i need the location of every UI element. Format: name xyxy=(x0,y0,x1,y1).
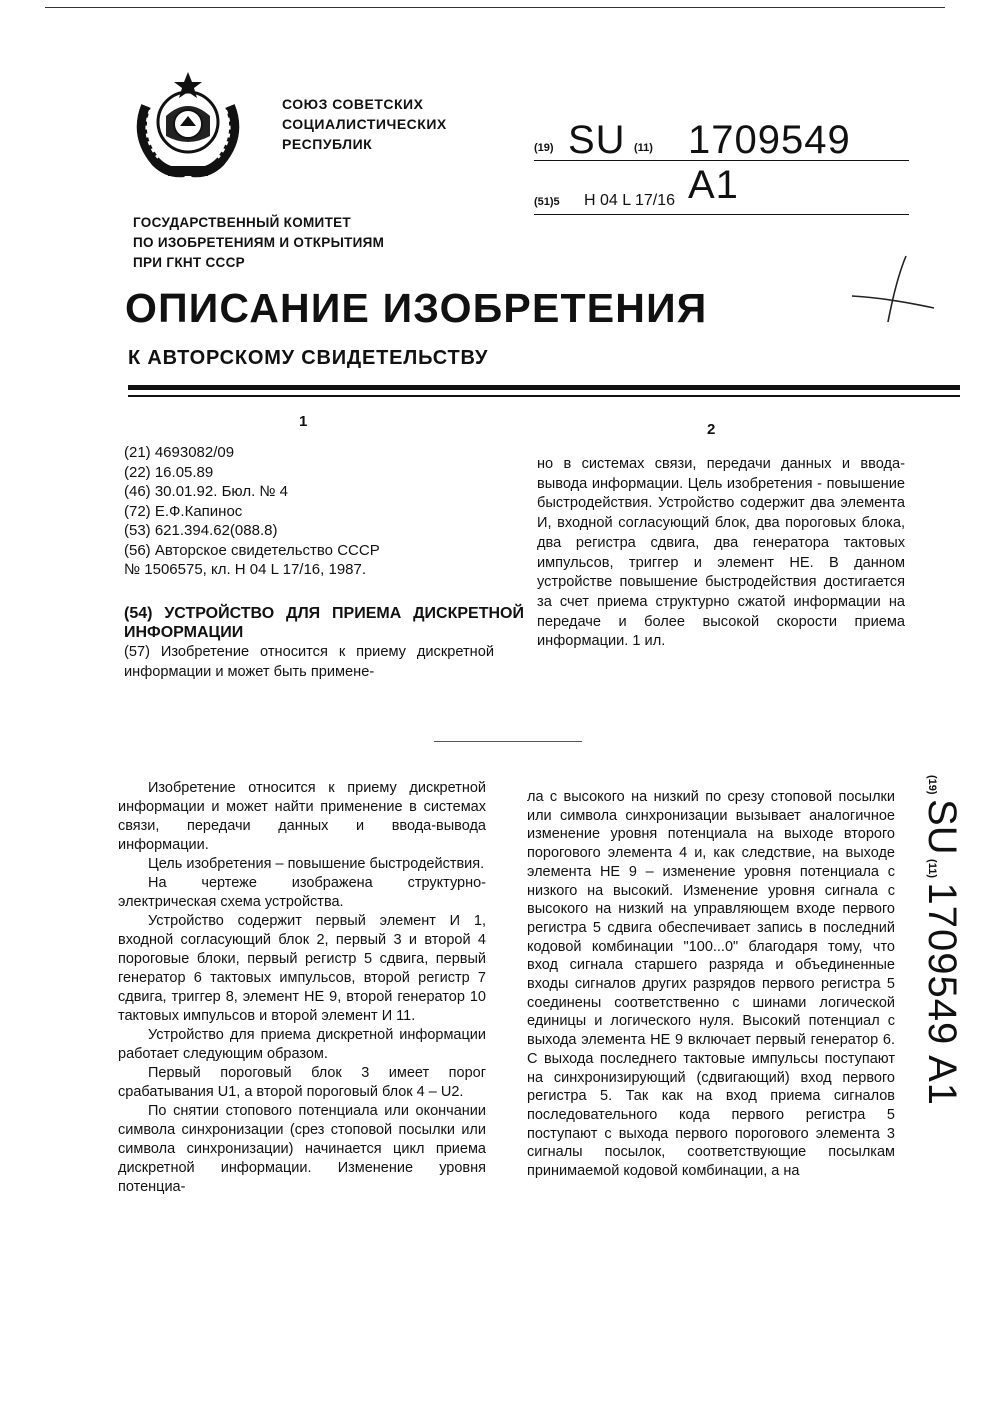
patent-number: 1709549 A1 xyxy=(688,118,851,207)
biblio-56: (56) Авторское свидетельство СССР xyxy=(124,541,380,559)
column-number-2: 2 xyxy=(707,421,716,438)
union-line-1: СОЮЗ СОВЕТСКИХ xyxy=(282,96,424,112)
side-code-19: (19) xyxy=(926,775,938,795)
body-column-right: ла с высокого на низкий по срезу стоповой посылки или символа синхронизации вызывает аналогичное изменение уровня потенциала на выходе второго порогового элемента 4 и, как следствие, на выходе элемента НЕ 9 – изменение уровня потенциала с низкого на высокий. Изменение уровня сигнала с высокого на низкий на управляющем входе первого регистра 5 сдвига обеспечивает запись в последний кодовой комбинации "100...0" благодаря тому, что вход сигнала старшего разряда и объединенные входы сигналов других разрядов первого регистра 5 соединены соответственно с шинами логической единицы и логического нуля. Высокий потенциал с выхода элемента НЕ 9 включает первый генератор 6. С выхода последнего тактовые импульсы поступают на синхронизирующий (сдвигающий) вход первого регистра 5. Так как на вход приема сигналов последовательного кода первого регистра 5 поступают с выхода первого порогового элемента 3 сигналы посылок, соответствующие посылкам принимаемой кодовой комбинации, а на xyxy=(527,789,895,1180)
union-name xyxy=(282,94,447,154)
abstract-right: но в системах связи, передачи данных и ввода-вывода информации. Цель изобретения - повышение быстродействия. Устройство содержит два элемента И, входной согласующий блок, два пороговых блока, два регистра сдвига, два генератора тактовых импульсов, триггер и элемент НЕ. В данном устройстве повышение быстродействия достигается за счет приема структурно сжатой информации на передаче и более высокой скорости приема информации. 1 ил. xyxy=(537,456,905,650)
body-paragraph: Устройство для приема дискретной информации работает следующим образом. xyxy=(118,1027,486,1062)
side-patent-number-value: 1709549 A1 xyxy=(920,882,964,1107)
body-paragraph: На чертеже изображена структурно-электрическая схема устройства. xyxy=(118,875,486,910)
biblio-72: (72) Е.Ф.Капинос xyxy=(124,502,243,520)
committee-line-3: ПРИ ГКНТ СССР xyxy=(133,255,245,270)
body-paragraph: Устройство содержит первый элемент И 1, входной согласующий блок 2, первый 3 и второй 4 пороговые блоки, первый регистр 5 сдвига, первый генератор 6 тактовых импульсов, второй регистр 7 сдвига, триггер 8, элемент НЕ 9, второй генератор 10 тактовых импульсов и второй элемент И 11. xyxy=(118,913,486,1024)
document-title: ОПИСАНИЕ ИЗОБРЕТЕНИЯ xyxy=(125,285,708,331)
header-rule-thin xyxy=(128,395,960,397)
biblio-46: (46) 30.01.92. Бюл. № 4 xyxy=(124,483,289,500)
body-paragraph: По снятии стопового потенциала или окончании символа синхронизации (срез стоповой посылки или символа синхронизации) начинается цикл приема дискретной информации. Изменение уровня потенциа- xyxy=(118,1103,486,1195)
union-line-2: СОЦИАЛИСТИЧЕСКИХ xyxy=(282,116,447,132)
biblio-56-cont: № 1506575, кл. H 04 L 17/16, 1987. xyxy=(124,561,367,578)
side-patent-number xyxy=(904,775,964,1155)
scan-top-edge xyxy=(45,7,945,8)
code-19: (19) xyxy=(534,142,554,154)
document-subtitle: К АВТОРСКОМУ СВИДЕТЕЛЬСТВУ xyxy=(128,347,489,369)
biblio-22: (22) 16.05.89 xyxy=(124,463,214,481)
patent-number-underline xyxy=(534,160,909,161)
body-paragraph: Цель изобретения – повышение быстродействия. xyxy=(148,856,485,872)
invention-title: (54) УСТРОЙСТВО ДЛЯ ПРИЕМА ДИСКРЕТНОЙ ИНФОРМАЦИИ xyxy=(124,605,524,641)
handwritten-mark xyxy=(848,250,938,340)
country-code: SU xyxy=(568,118,626,162)
body-paragraph: Первый пороговый блок 3 имеет порог срабатывания U1, а второй пороговый блок 4 – U2. xyxy=(118,1065,486,1100)
section-separator xyxy=(434,741,582,742)
committee-name xyxy=(133,213,384,273)
body-paragraph: Изобретение относится к приему дискретной информации и может найти применение в системах связи, передачи данных и ввода-вывода информации. xyxy=(118,780,486,853)
code-11: (11) xyxy=(634,142,653,154)
bibliographic-data xyxy=(124,443,524,580)
code-51: (51)5 xyxy=(534,196,560,208)
body-column-left xyxy=(118,779,486,1197)
committee-line-1: ГОСУДАРСТВЕННЫЙ КОМИТЕТ xyxy=(133,215,351,230)
ipc-block xyxy=(534,192,909,215)
side-country-code: SU xyxy=(920,799,964,855)
state-emblem-icon xyxy=(128,66,248,184)
column-number-1: 1 xyxy=(299,413,308,430)
committee-line-2: ПО ИЗОБРЕТЕНИЯМ И ОТКРЫТИЯМ xyxy=(133,235,385,250)
biblio-21: (21) 4693082/09 xyxy=(124,444,235,461)
biblio-53: (53) 621.394.62(088.8) xyxy=(124,522,278,539)
union-line-3: РЕСПУБЛИК xyxy=(282,136,373,152)
header-rule-thick xyxy=(128,385,960,390)
ipc-class: H 04 L 17/16 xyxy=(584,192,676,209)
abstract-left: (57) Изобретение относится к приему дискретной информации и может быть примене- xyxy=(124,644,494,680)
side-code-11: (11) xyxy=(926,859,938,879)
